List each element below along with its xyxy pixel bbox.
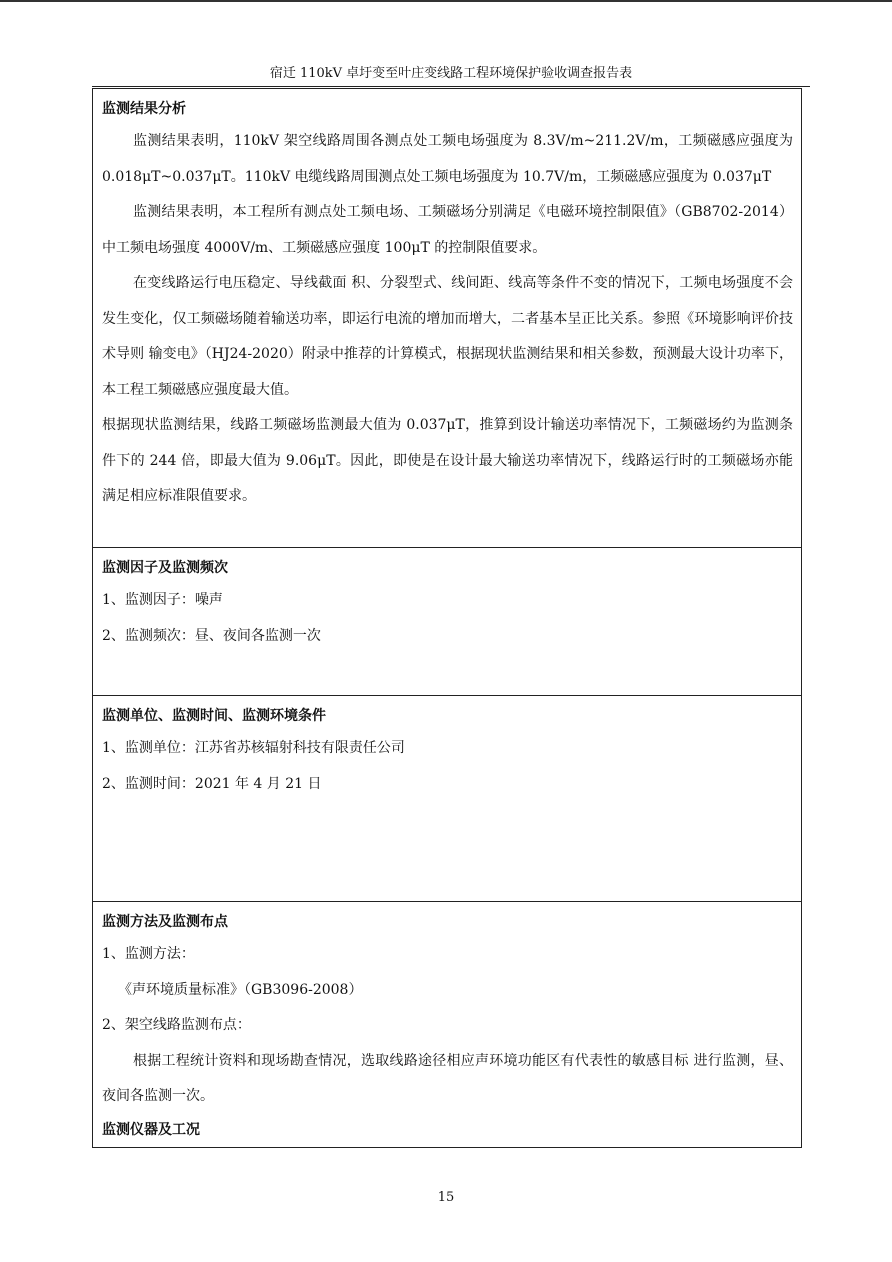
list-item: 1、监测单位：江苏省苏核辐射科技有限责任公司	[102, 740, 405, 756]
section-title: 监测方法及监测布点	[102, 914, 228, 930]
paragraph: 监测结果表明，本工程所有测点处工频电场、工频磁场分别满足《电磁环境控制限值》（GB8702-2014）中工频电场强度 4000V/m、工频磁感应强度 100μT 的控制限值要求。	[102, 204, 793, 256]
standard-reference: 《声环境质量标准》（GB3096-2008）	[118, 981, 363, 998]
section-title: 监测结果分析	[102, 101, 186, 117]
section-method	[93, 902, 801, 1147]
report-table	[92, 88, 802, 1148]
section-title: 监测单位、监测时间、监测环境条件	[102, 708, 326, 724]
list-item: 1、监测因子：噪声	[102, 592, 223, 608]
list-item: 2、监测时间：2021 年 4 月 21 日	[102, 775, 322, 792]
header-divider	[92, 86, 810, 87]
section-unit	[93, 696, 801, 902]
list-item: 2、架空线路监测布点：	[102, 1017, 251, 1033]
paragraph: 根据工程统计资料和现场勘查情况，选取线路途径相应声环境功能区有代表性的敏感目标 进行监测，昼、夜间各监测一次。	[102, 1052, 793, 1104]
page-number: 15	[437, 1190, 455, 1205]
page-header: 宿迁 110kV 卓圩变至叶庄变线路工程环境保护验收调查报告表	[269, 66, 633, 81]
section-analysis	[93, 89, 801, 548]
paragraph: 根据现状监测结果，线路工频磁场监测最大值为 0.037μT，推算到设计输送功率情况下，工频磁场约为监测条件下的 244 倍，即最大值为 9.06μT。因此，即使是在设计最大输送功率情况下，线路运行时的工频磁场亦能满足相应标准限值要求。	[102, 417, 793, 504]
section-title: 监测因子及监测频次	[102, 560, 228, 576]
section-factors	[93, 548, 801, 696]
list-item: 2、监测频次：昼、夜间各监测一次	[102, 627, 321, 644]
top-border-line	[0, 0, 892, 2]
list-item: 1、监测方法：	[102, 946, 195, 962]
paragraph: 在变线路运行电压稳定、导线截面 积、分裂型式、线间距、线高等条件不变的情况下，工频电场强度不会发生变化，仅工频磁场随着输送功率，即运行电流的增加而增大，二者基本呈正比关系。参照《环境影响评价技术导则 输变电》（HJ24-2020）附录中推荐的计算模式，根据现状监测结果和相关参数，预测最大设计功率下，本工程工频磁感应强度最大值。	[102, 275, 793, 398]
paragraph: 监测结果表明，110kV 架空线路周围各测点处工频电场强度为 8.3V/m~211.2V/m，工频磁感应强度为 0.018μT~0.037μT。110kV 电缆线路周围测点处工频电场强度为 10.7V/m，工频磁感应强度为 0.037μT	[102, 133, 793, 185]
section-title: 监测仪器及工况	[102, 1121, 200, 1138]
